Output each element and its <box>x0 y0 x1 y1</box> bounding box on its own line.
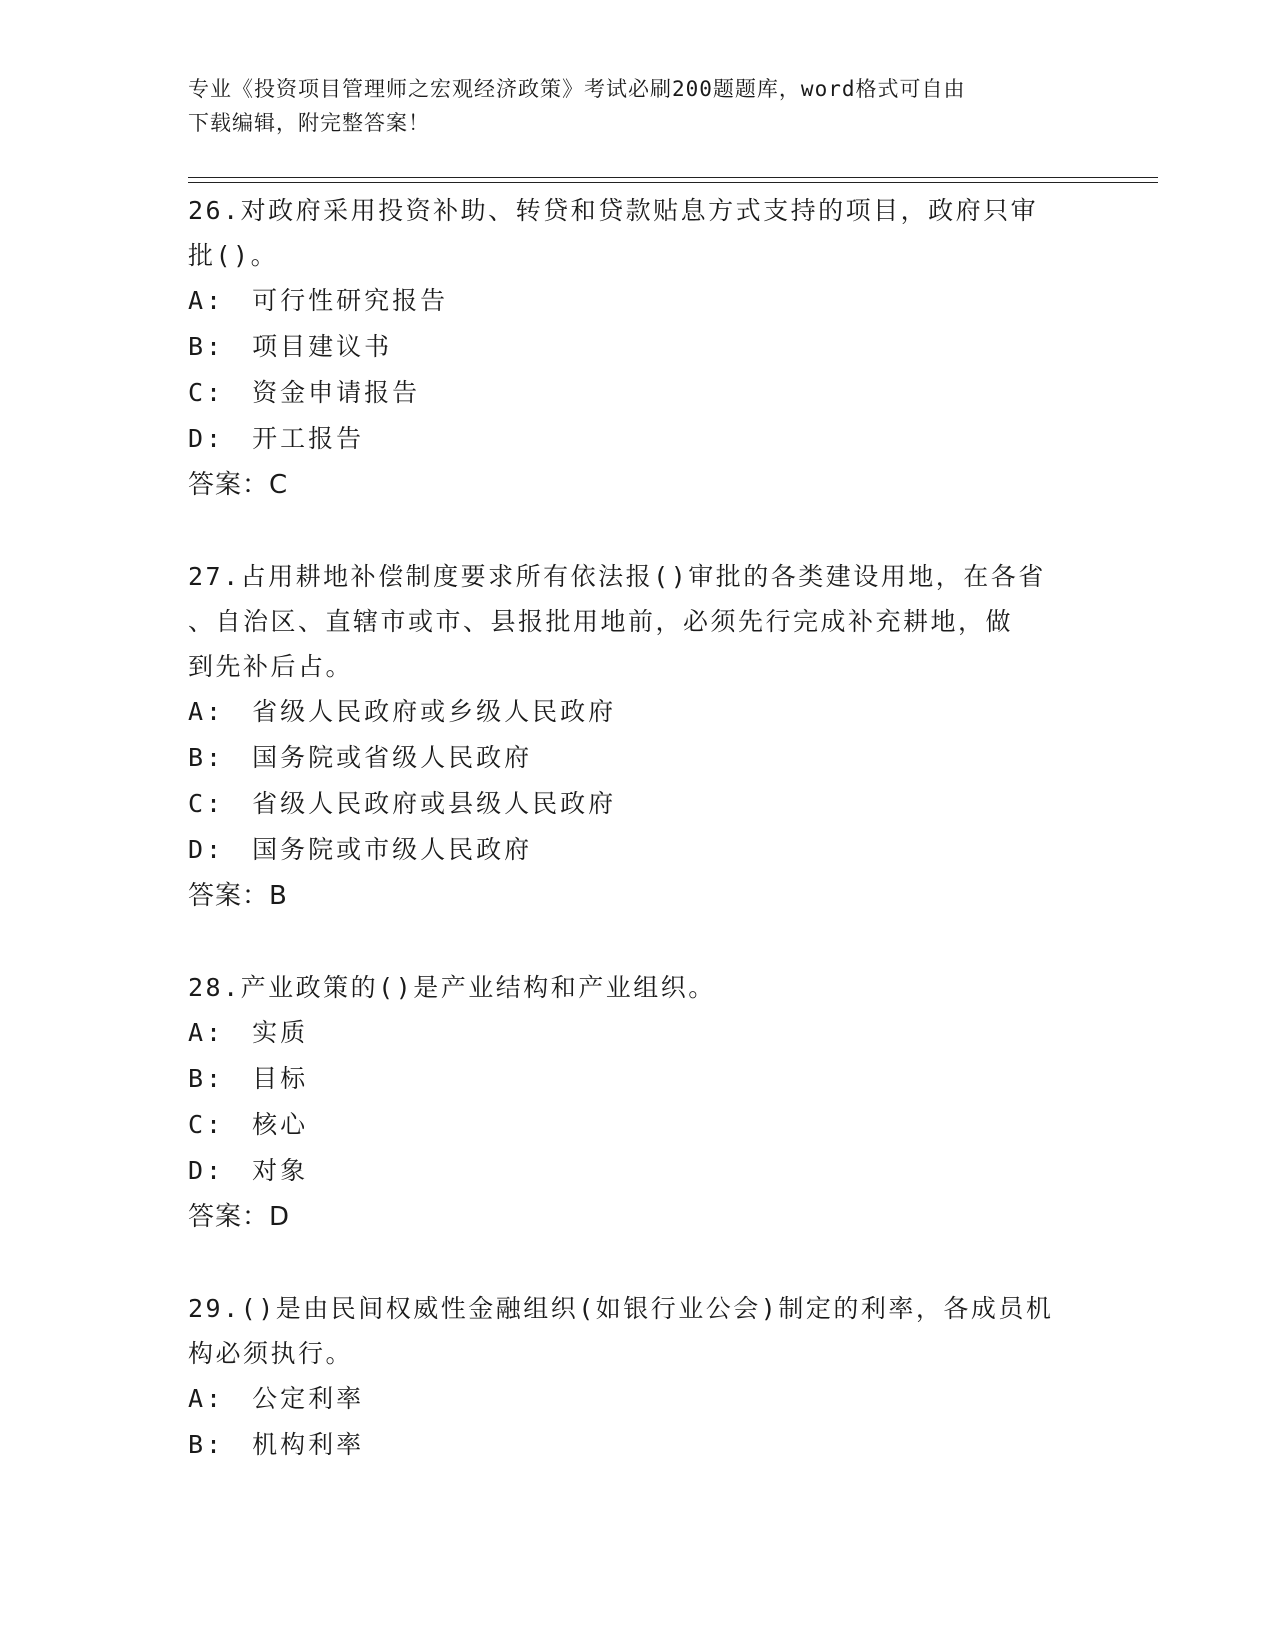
question-29 <box>188 1286 1088 1468</box>
option-a: A: 实质 <box>188 1018 309 1047</box>
question-text-line: 批()。 <box>188 241 279 270</box>
option-d: D: 国务院或市级人民政府 <box>188 835 533 864</box>
document-header <box>188 72 1088 140</box>
option-c: C: 核心 <box>188 1110 309 1139</box>
header-line-1: 专业《投资项目管理师之宏观经济政策》考试必刷200题题库，word格式可自由 <box>188 77 966 101</box>
option-b: B: 目标 <box>188 1064 309 1093</box>
question-list <box>188 188 1088 1514</box>
header-line-2: 下载编辑，附完整答案！ <box>188 111 430 135</box>
question-text-line: 到先补后占。 <box>188 652 354 681</box>
question-28 <box>188 965 1088 1240</box>
header-double-rule <box>188 177 1158 183</box>
option-a: A: 公定利率 <box>188 1384 365 1413</box>
question-text-line: 构必须执行。 <box>188 1339 354 1368</box>
answer-line: 答案：B <box>188 881 288 911</box>
option-a: A: 可行性研究报告 <box>188 286 449 315</box>
option-d: D: 开工报告 <box>188 424 365 453</box>
option-b: B: 国务院或省级人民政府 <box>188 743 533 772</box>
question-text-line: 、自治区、直辖市或市、县报批用地前，必须先行完成补充耕地，做 <box>188 607 1014 636</box>
question-text-line: 27.占用耕地补偿制度要求所有依法报()审批的各类建设用地，在各省 <box>188 562 1046 591</box>
option-d: D: 对象 <box>188 1156 309 1185</box>
question-text-line: 29.()是由民间权威性金融组织(如银行业公会)制定的利率，各成员机 <box>188 1294 1054 1323</box>
question-text-line: 28.产业政策的()是产业结构和产业组织。 <box>188 973 716 1002</box>
answer-line: 答案：D <box>188 1202 291 1232</box>
option-b: B: 机构利率 <box>188 1430 365 1459</box>
option-c: C: 省级人民政府或县级人民政府 <box>188 789 617 818</box>
option-b: B: 项目建议书 <box>188 332 393 361</box>
question-27 <box>188 554 1088 919</box>
option-a: A: 省级人民政府或乡级人民政府 <box>188 697 617 726</box>
question-26 <box>188 188 1088 508</box>
option-c: C: 资金申请报告 <box>188 378 421 407</box>
question-text-line: 26.对政府采用投资补助、转贷和贷款贴息方式支持的项目，政府只审 <box>188 196 1039 225</box>
answer-line: 答案：C <box>188 470 289 500</box>
